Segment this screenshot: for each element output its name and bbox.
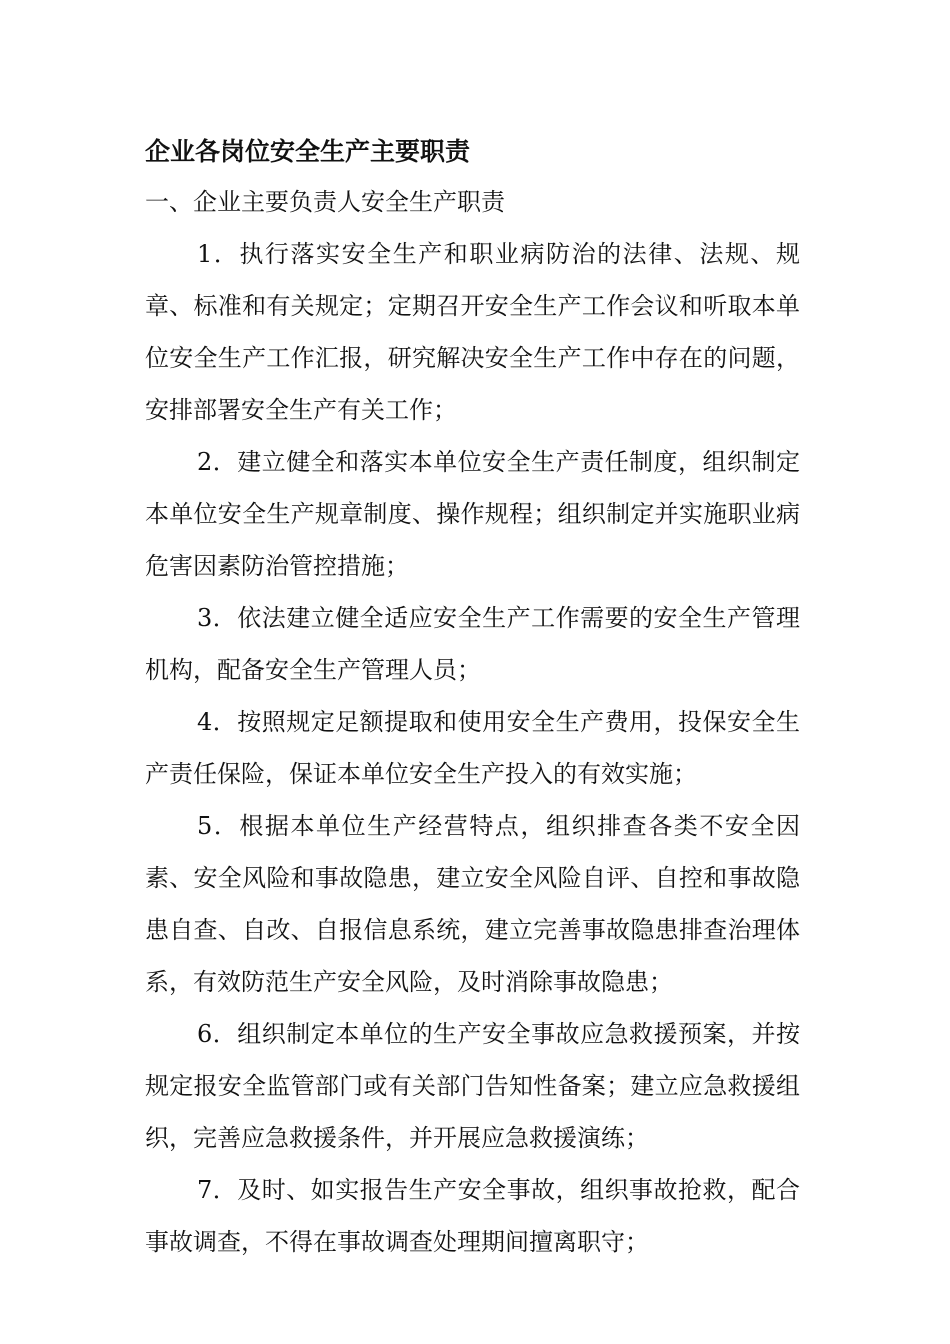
responsibility-item-6: 6．组织制定本单位的生产安全事故应急救援预案，并按规定报安全监管部门或有关部门告知性备案；建立应急救援组织，完善应急救援条件，并开展应急救援演练； — [145, 1020, 800, 1152]
document-page — [145, 128, 800, 1268]
responsibility-item-3: 3．依法建立健全适应安全生产工作需要的安全生产管理机构，配备安全生产管理人员； — [145, 604, 800, 684]
responsibility-item-5: 5．根据本单位生产经营特点，组织排查各类不安全因素、安全风险和事故隐患，建立安全风险自评、自控和事故隐患自查、自改、自报信息系统，建立完善事故隐患排查治理体系，有效防范生产安全风险，及时消除事故隐患； — [145, 812, 800, 996]
responsibility-item-2: 2．建立健全和落实本单位安全生产责任制度，组织制定本单位安全生产规章制度、操作规程；组织制定并实施职业病危害因素防治管控措施； — [145, 448, 800, 580]
responsibility-item-1: 1．执行落实安全生产和职业病防治的法律、法规、规章、标准和有关规定；定期召开安全生产工作会议和听取本单位安全生产工作汇报，研究解决安全生产工作中存在的问题，安排部署安全生产有关工作； — [145, 240, 800, 424]
section-heading: 一、企业主要负责人安全生产职责 — [145, 188, 505, 216]
responsibility-item-4: 4．按照规定足额提取和使用安全生产费用，投保安全生产责任保险，保证本单位安全生产投入的有效实施； — [145, 708, 800, 788]
document-title: 企业各岗位安全生产主要职责 — [145, 137, 471, 166]
responsibility-item-7: 7．及时、如实报告生产安全事故，组织事故抢救，配合事故调查，不得在事故调查处理期间擅离职守； — [145, 1176, 800, 1256]
